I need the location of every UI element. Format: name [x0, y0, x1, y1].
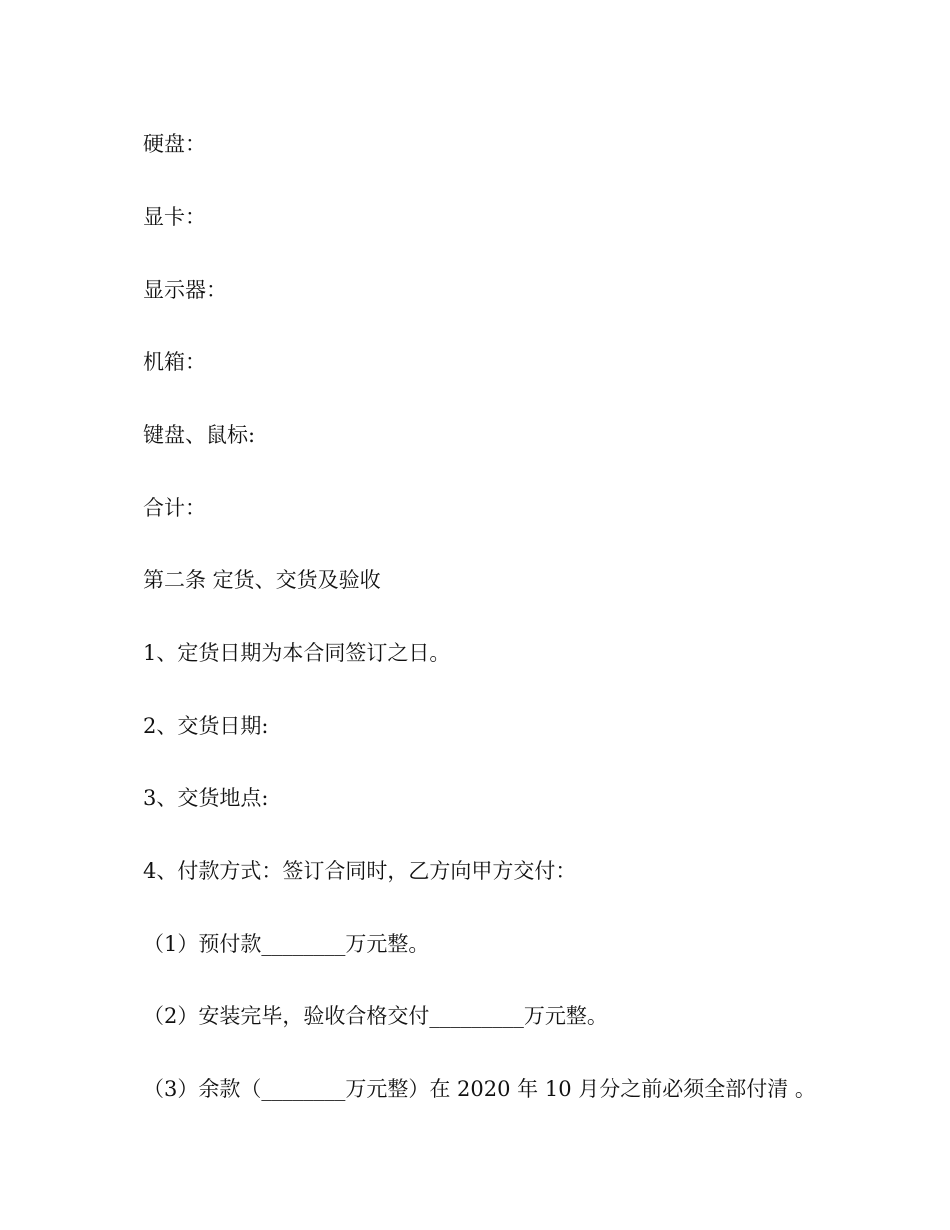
line-total: 合计： — [143, 496, 206, 520]
line-keyboard-mouse: 键盘、鼠标: — [143, 423, 256, 447]
clause-order-date: 1、定货日期为本合同签订之日。 — [143, 641, 451, 665]
payment-item-balance: （3）余款（________万元整）在 2020 年 10 月分之前必须全部付清 。 — [143, 1077, 816, 1101]
section-heading: 第二条 定货、交货及验收 — [143, 568, 381, 592]
clause-delivery-date: 2、交货日期: — [143, 714, 269, 738]
line-chassis: 机箱： — [143, 350, 206, 374]
line-hard-disk: 硬盘： — [143, 132, 206, 156]
payment-item-acceptance: （2）安装完毕，验收合格交付_________万元整。 — [143, 1004, 608, 1028]
clause-payment-method: 4、付款方式：签订合同时，乙方向甲方交付： — [143, 859, 577, 883]
line-monitor: 显示器： — [143, 278, 227, 302]
clause-delivery-place: 3、交货地点: — [143, 786, 269, 810]
line-graphics-card: 显卡： — [143, 205, 206, 229]
payment-item-advance: （1）预付款________万元整。 — [143, 932, 430, 956]
